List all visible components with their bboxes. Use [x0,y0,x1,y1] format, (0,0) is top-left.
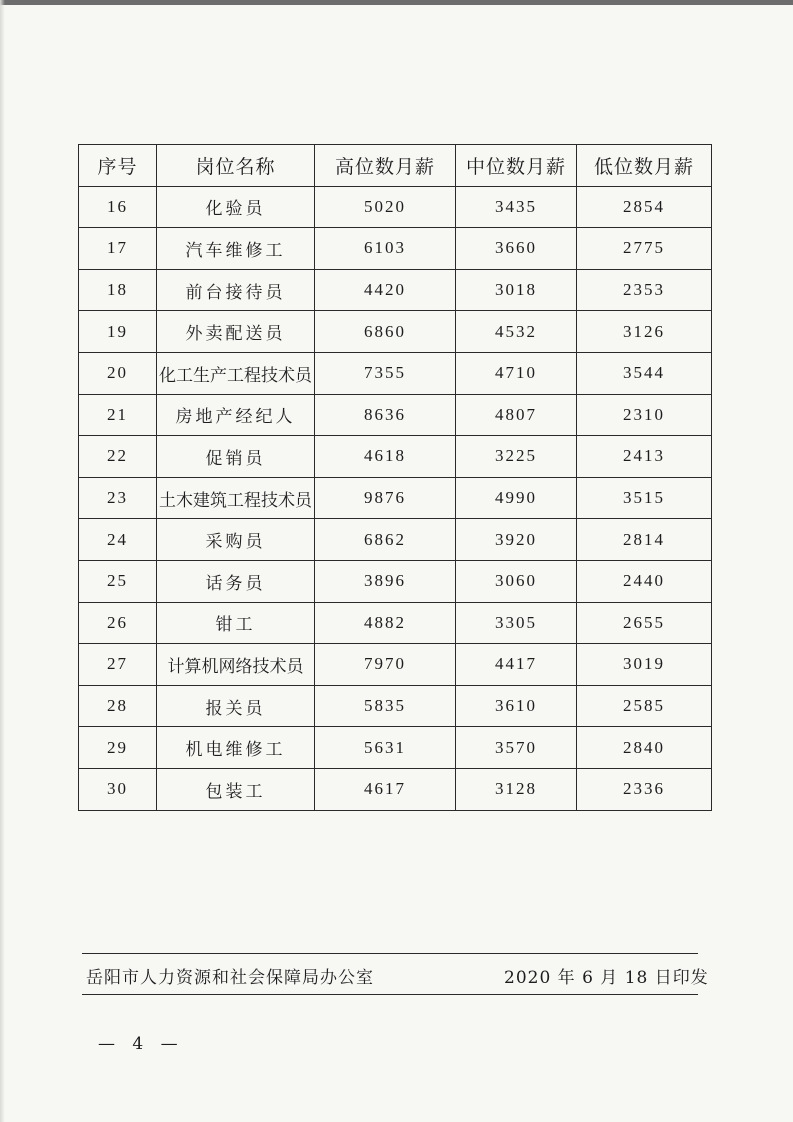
cell-low-salary: 2440 [577,560,712,602]
cell-high-salary: 5631 [315,727,456,769]
table-row [79,519,712,561]
table-row [79,228,712,270]
cell-seq: 18 [79,269,157,311]
cell-seq: 20 [79,352,157,394]
cell-median-salary: 3920 [456,519,577,561]
table-row [79,394,712,436]
cell-median-salary: 4807 [456,394,577,436]
cell-high-salary: 7970 [315,644,456,686]
cell-high-salary: 9876 [315,477,456,519]
cell-high-salary: 3896 [315,560,456,602]
table-row [79,436,712,478]
cell-high-salary: 5020 [315,186,456,228]
cell-low-salary: 2310 [577,394,712,436]
cell-median-salary: 3225 [456,436,577,478]
cell-median-salary: 3660 [456,228,577,270]
table-row [79,352,712,394]
footer-issuer: 岳阳市人力资源和社会保障局办公室 [86,968,374,988]
cell-seq: 25 [79,560,157,602]
cell-seq: 30 [79,768,157,810]
cell-high-salary: 7355 [315,352,456,394]
cell-low-salary: 3544 [577,352,712,394]
cell-median-salary: 4990 [456,477,577,519]
cell-median-salary: 4710 [456,352,577,394]
cell-low-salary: 2840 [577,727,712,769]
cell-seq: 23 [79,477,157,519]
cell-low-salary: 2854 [577,186,712,228]
table-row [79,477,712,519]
scan-top-edge [0,0,793,5]
header-seq: 序号 [79,145,157,187]
cell-low-salary: 2353 [577,269,712,311]
cell-position-name: 化验员 [157,186,315,228]
cell-median-salary: 3570 [456,727,577,769]
table-row [79,311,712,353]
salary-table-header [79,145,712,187]
cell-low-salary: 3515 [577,477,712,519]
salary-table-body [79,186,712,810]
cell-seq: 27 [79,644,157,686]
cell-high-salary: 8636 [315,394,456,436]
table-row [79,685,712,727]
cell-position-name: 包装工 [157,768,315,810]
cell-seq: 19 [79,311,157,353]
cell-high-salary: 5835 [315,685,456,727]
table-row [79,727,712,769]
cell-high-salary: 6862 [315,519,456,561]
cell-high-salary: 6103 [315,228,456,270]
table-row [79,602,712,644]
table-row [79,186,712,228]
cell-seq: 28 [79,685,157,727]
cell-seq: 26 [79,602,157,644]
table-row [79,644,712,686]
table-row [79,269,712,311]
cell-position-name: 报关员 [157,685,315,727]
cell-high-salary: 4618 [315,436,456,478]
cell-low-salary: 2585 [577,685,712,727]
cell-seq: 22 [79,436,157,478]
salary-table [78,144,712,811]
cell-low-salary: 2775 [577,228,712,270]
header-low-salary: 低位数月薪 [577,145,712,187]
cell-median-salary: 3060 [456,560,577,602]
cell-seq: 24 [79,519,157,561]
page-number: — 4 — [98,1034,184,1054]
cell-position-name: 计算机网络技术员 [157,644,315,686]
cell-position-name: 机电维修工 [157,727,315,769]
cell-position-name: 汽车维修工 [157,228,315,270]
header-median-salary: 中位数月薪 [456,145,577,187]
cell-position-name: 化工生产工程技术员 [157,352,315,394]
cell-median-salary: 3128 [456,768,577,810]
scan-left-edge [0,0,5,1122]
header-row [79,145,712,187]
cell-position-name: 房地产经纪人 [157,394,315,436]
header-position-name: 岗位名称 [157,145,315,187]
cell-position-name: 外卖配送员 [157,311,315,353]
footer-issue-date: 2020 年 6 月 18 日印发 [504,968,709,988]
footer-divider-bottom [82,994,698,995]
cell-position-name: 采购员 [157,519,315,561]
cell-median-salary: 4417 [456,644,577,686]
cell-position-name: 话务员 [157,560,315,602]
cell-seq: 16 [79,186,157,228]
cell-median-salary: 4532 [456,311,577,353]
cell-low-salary: 2413 [577,436,712,478]
cell-median-salary: 3018 [456,269,577,311]
cell-seq: 29 [79,727,157,769]
cell-position-name: 钳工 [157,602,315,644]
cell-median-salary: 3435 [456,186,577,228]
cell-low-salary: 2655 [577,602,712,644]
cell-seq: 21 [79,394,157,436]
cell-position-name: 前台接待员 [157,269,315,311]
cell-low-salary: 3126 [577,311,712,353]
cell-low-salary: 2814 [577,519,712,561]
cell-high-salary: 4617 [315,768,456,810]
table-row [79,768,712,810]
footer-divider-top [82,953,698,954]
cell-high-salary: 6860 [315,311,456,353]
cell-median-salary: 3305 [456,602,577,644]
table-row [79,560,712,602]
cell-high-salary: 4882 [315,602,456,644]
cell-position-name: 促销员 [157,436,315,478]
cell-position-name: 土木建筑工程技术员 [157,477,315,519]
cell-low-salary: 3019 [577,644,712,686]
header-high-salary: 高位数月薪 [315,145,456,187]
cell-low-salary: 2336 [577,768,712,810]
cell-median-salary: 3610 [456,685,577,727]
cell-seq: 17 [79,228,157,270]
cell-high-salary: 4420 [315,269,456,311]
